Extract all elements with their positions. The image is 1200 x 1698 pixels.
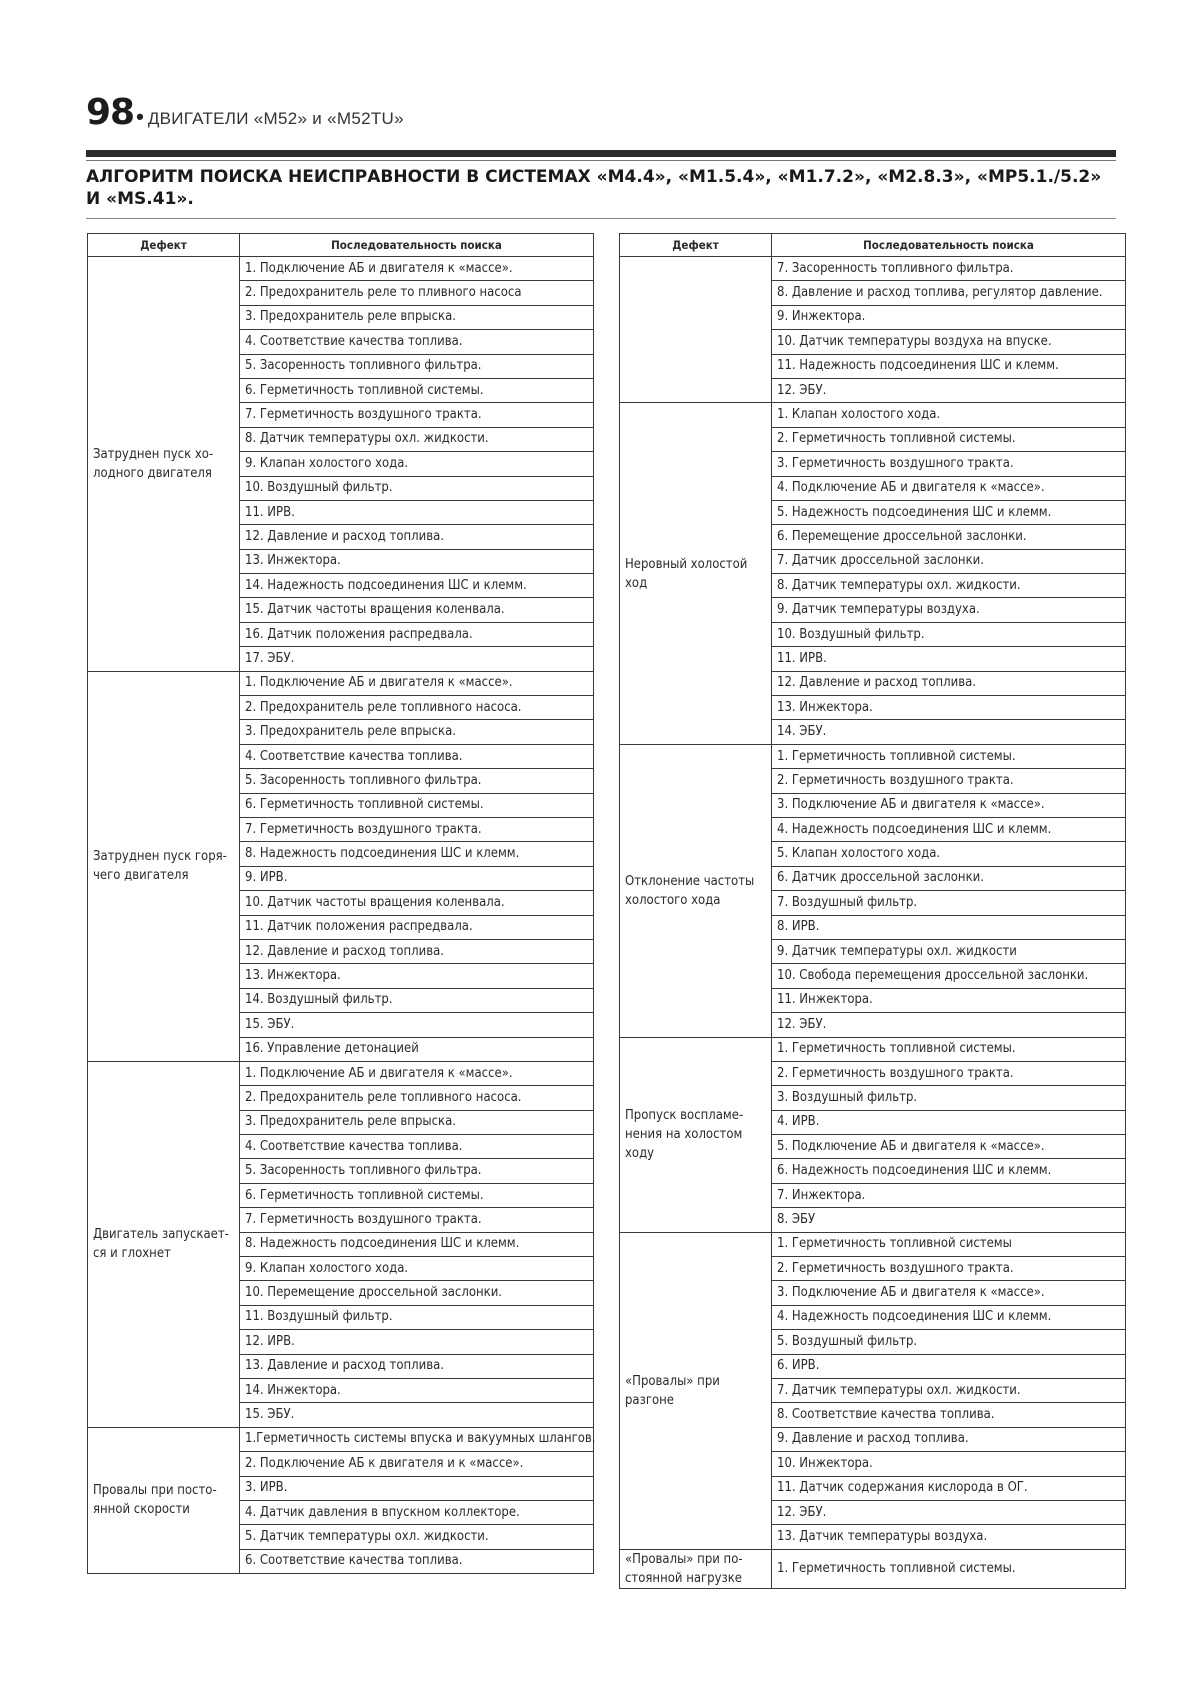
step-cell: 10. Датчик температуры воздуха на впуске. bbox=[772, 330, 1126, 354]
defect-cell: Отклонение частоты холостого хода bbox=[620, 744, 772, 1037]
step-cell: 2. Предохранитель реле топливного насоса. bbox=[240, 1086, 594, 1110]
step-cell: 9. Датчик температуры охл. жидкости bbox=[772, 939, 1126, 963]
step-cell: 1. Подключение АБ и двигателя к «массе». bbox=[240, 671, 594, 695]
step-cell: 10. Перемещение дроссельной заслонки. bbox=[240, 1281, 594, 1305]
step-cell: 7. Инжектора. bbox=[772, 1183, 1126, 1207]
step-cell: 5. Засоренность топливного фильтра. bbox=[240, 1159, 594, 1183]
step-cell: 5. Воздушный фильтр. bbox=[772, 1330, 1126, 1354]
step-cell: 5. Засоренность топливного фильтра. bbox=[240, 354, 594, 378]
step-cell: 4. Подключение АБ и двигателя к «массе». bbox=[772, 476, 1126, 500]
step-cell: 12. ЭБУ. bbox=[772, 1500, 1126, 1524]
column-header-sequence: Последовательность поиска bbox=[240, 234, 594, 257]
step-cell: 4. Соответствие качества топлива. bbox=[240, 330, 594, 354]
step-cell: 3. Предохранитель реле впрыска. bbox=[240, 720, 594, 744]
step-cell: 15. ЭБУ. bbox=[240, 1013, 594, 1037]
step-cell: 6. Надежность подсоединения ШС и клемм. bbox=[772, 1159, 1126, 1183]
defect-cell: Затруднен пуск хо-лодного двигателя bbox=[88, 257, 240, 672]
step-cell: 2. Герметичность воздушного тракта. bbox=[772, 1257, 1126, 1281]
table-row bbox=[620, 744, 1126, 768]
step-cell: 10. Воздушный фильтр. bbox=[240, 476, 594, 500]
step-cell: 8. Надежность подсоединения ШС и клемм. bbox=[240, 842, 594, 866]
step-cell: 9. Клапан холостого хода. bbox=[240, 452, 594, 476]
step-cell: 14. ЭБУ. bbox=[772, 720, 1126, 744]
step-cell: 3. Воздушный фильтр. bbox=[772, 1086, 1126, 1110]
step-cell: 2. Подключение АБ к двигателя и к «массе». bbox=[240, 1452, 594, 1476]
step-cell: 8. Датчик температуры охл. жидкости. bbox=[772, 574, 1126, 598]
step-cell: 9. Датчик температуры воздуха. bbox=[772, 598, 1126, 622]
step-cell: 3. Подключение АБ и двигателя к «массе». bbox=[772, 1281, 1126, 1305]
step-cell: 2. Герметичность воздушного тракта. bbox=[772, 1061, 1126, 1085]
step-cell: 7. Датчик дроссельной заслонки. bbox=[772, 549, 1126, 573]
step-cell: 13. Датчик температуры воздуха. bbox=[772, 1525, 1126, 1549]
page-header bbox=[86, 92, 1116, 133]
step-cell: 13. Инжектора. bbox=[772, 696, 1126, 720]
step-cell: 8. Надежность подсоединения ШС и клемм. bbox=[240, 1232, 594, 1256]
step-cell: 4. Надежность подсоединения ШС и клемм. bbox=[772, 1305, 1126, 1329]
left-fault-table bbox=[87, 233, 594, 1574]
step-cell: 4. Соответствие качества топлива. bbox=[240, 744, 594, 768]
table-row bbox=[88, 671, 594, 695]
step-cell: 11. ИРВ. bbox=[772, 647, 1126, 671]
right-fault-table bbox=[619, 233, 1126, 1589]
defect-cell: Пропуск воспламе-нения на холостом ходу bbox=[620, 1037, 772, 1232]
step-cell: 3. Герметичность воздушного тракта. bbox=[772, 452, 1126, 476]
page-number: 98 bbox=[86, 92, 135, 133]
step-cell: 3. Предохранитель реле впрыска. bbox=[240, 305, 594, 329]
step-cell: 10. Воздушный фильтр. bbox=[772, 622, 1126, 646]
step-cell: 3. Предохранитель реле впрыска. bbox=[240, 1110, 594, 1134]
table-header-row bbox=[620, 234, 1126, 257]
step-cell: 6. Герметичность топливной системы. bbox=[240, 1183, 594, 1207]
step-cell: 15. Датчик частоты вращения коленвала. bbox=[240, 598, 594, 622]
step-cell: 12. ЭБУ. bbox=[772, 378, 1126, 402]
step-cell: 13. Инжектора. bbox=[240, 964, 594, 988]
step-cell: 11. Воздушный фильтр. bbox=[240, 1305, 594, 1329]
step-cell: 2. Предохранитель реле топливного насоса. bbox=[240, 696, 594, 720]
step-cell: 12. Давление и расход топлива. bbox=[240, 939, 594, 963]
step-cell: 8. Давление и расход топлива, регулятор давление. bbox=[772, 281, 1126, 305]
header-rule-thin bbox=[86, 160, 1116, 161]
table-row bbox=[620, 1037, 1126, 1061]
page-number-bullet: • bbox=[136, 104, 144, 129]
column-header-defect: Дефект bbox=[620, 234, 772, 257]
step-cell: 4. Датчик давления в впускном коллекторе. bbox=[240, 1500, 594, 1524]
step-cell: 11. ИРВ. bbox=[240, 500, 594, 524]
step-cell: 8. ИРВ. bbox=[772, 915, 1126, 939]
step-cell: 13. Давление и расход топлива. bbox=[240, 1354, 594, 1378]
step-cell: 1. Подключение АБ и двигателя к «массе». bbox=[240, 257, 594, 281]
running-title: ДВИГАТЕЛИ «М52» и «М52TU» bbox=[147, 109, 404, 128]
table-row bbox=[620, 403, 1126, 427]
title-rule bbox=[86, 218, 1116, 219]
step-cell: 13. Инжектора. bbox=[240, 549, 594, 573]
step-cell: 1. Герметичность топливной системы. bbox=[772, 1549, 1126, 1588]
step-cell: 1. Клапан холостого хода. bbox=[772, 403, 1126, 427]
step-cell: 3. Подключение АБ и двигателя к «массе». bbox=[772, 793, 1126, 817]
step-cell: 14. Инжектора. bbox=[240, 1378, 594, 1402]
step-cell: 6. Герметичность топливной системы. bbox=[240, 378, 594, 402]
step-cell: 14. Воздушный фильтр. bbox=[240, 988, 594, 1012]
step-cell: 14. Надежность подсоединения ШС и клемм. bbox=[240, 574, 594, 598]
step-cell: 11. Датчик содержания кислорода в ОГ. bbox=[772, 1476, 1126, 1500]
table-row bbox=[88, 1061, 594, 1085]
step-cell: 5. Засоренность топливного фильтра. bbox=[240, 769, 594, 793]
step-cell: 11. Инжектора. bbox=[772, 988, 1126, 1012]
defect-cell: «Провалы» при по-стоянной нагрузке bbox=[620, 1549, 772, 1588]
step-cell: 10. Свобода перемещения дроссельной заслонки. bbox=[772, 964, 1126, 988]
step-cell: 6. ИРВ. bbox=[772, 1354, 1126, 1378]
step-cell: 1.Герметичность системы впуска и вакуумных шлангов. bbox=[240, 1427, 594, 1451]
step-cell: 1. Подключение АБ и двигателя к «массе». bbox=[240, 1061, 594, 1085]
step-cell: 10. Датчик частоты вращения коленвала. bbox=[240, 891, 594, 915]
step-cell: 11. Надежность подсоединения ШС и клемм. bbox=[772, 354, 1126, 378]
step-cell: 3. ИРВ. bbox=[240, 1476, 594, 1500]
section-title: АЛГОРИТМ ПОИСКА НЕИСПРАВНОСТИ В СИСТЕМАХ «M4.4», «M1.5.4», «M1.7.2», «M2.8.3», «MP5.1./5.2» И «MS.41». bbox=[86, 167, 1102, 209]
step-cell: 2. Герметичность топливной системы. bbox=[772, 427, 1126, 451]
column-header-sequence: Последовательность поиска bbox=[772, 234, 1126, 257]
step-cell: 6. Герметичность топливной системы. bbox=[240, 793, 594, 817]
step-cell: 4. Соответствие качества топлива. bbox=[240, 1135, 594, 1159]
step-cell: 4. Надежность подсоединения ШС и клемм. bbox=[772, 817, 1126, 841]
table-header-row bbox=[88, 234, 594, 257]
table-row bbox=[88, 1427, 594, 1451]
defect-cell: Затруднен пуск горя-чего двигателя bbox=[88, 671, 240, 1061]
step-cell: 9. Давление и расход топлива. bbox=[772, 1427, 1126, 1451]
step-cell: 1. Герметичность топливной системы. bbox=[772, 744, 1126, 768]
table-row bbox=[620, 1232, 1126, 1256]
step-cell: 1. Герметичность топливной системы bbox=[772, 1232, 1126, 1256]
step-cell: 4. ИРВ. bbox=[772, 1110, 1126, 1134]
step-cell: 8. Соответствие качества топлива. bbox=[772, 1403, 1126, 1427]
defect-cell: Двигатель запускает-ся и глохнет bbox=[88, 1061, 240, 1427]
defect-cell bbox=[620, 257, 772, 403]
step-cell: 17. ЭБУ. bbox=[240, 647, 594, 671]
step-cell: 16. Датчик положения распредвала. bbox=[240, 622, 594, 646]
step-cell: 8. ЭБУ bbox=[772, 1208, 1126, 1232]
step-cell: 7. Герметичность воздушного тракта. bbox=[240, 1208, 594, 1232]
defect-cell: Неровный холостой ход bbox=[620, 403, 772, 744]
step-cell: 6. Соответствие качества топлива. bbox=[240, 1549, 594, 1573]
defect-cell: Провалы при посто-янной скорости bbox=[88, 1427, 240, 1573]
step-cell: 5. Клапан холостого хода. bbox=[772, 842, 1126, 866]
step-cell: 1. Герметичность топливной системы. bbox=[772, 1037, 1126, 1061]
table-row bbox=[620, 257, 1126, 281]
step-cell: 16. Управление детонацией bbox=[240, 1037, 594, 1061]
step-cell: 5. Надежность подсоединения ШС и клемм. bbox=[772, 500, 1126, 524]
step-cell: 12. ИРВ. bbox=[240, 1330, 594, 1354]
table-row bbox=[88, 257, 594, 281]
step-cell: 8. Датчик температуры охл. жидкости. bbox=[240, 427, 594, 451]
table-row bbox=[620, 1549, 1126, 1588]
step-cell: 10. Инжектора. bbox=[772, 1452, 1126, 1476]
step-cell: 6. Датчик дроссельной заслонки. bbox=[772, 866, 1126, 890]
defect-cell: «Провалы» при разгоне bbox=[620, 1232, 772, 1549]
step-cell: 2. Предохранитель реле то пливного насоса bbox=[240, 281, 594, 305]
step-cell: 5. Датчик температуры охл. жидкости. bbox=[240, 1525, 594, 1549]
step-cell: 12. ЭБУ. bbox=[772, 1013, 1126, 1037]
step-cell: 7. Герметичность воздушного тракта. bbox=[240, 403, 594, 427]
step-cell: 12. Давление и расход топлива. bbox=[240, 525, 594, 549]
step-cell: 15. ЭБУ. bbox=[240, 1403, 594, 1427]
step-cell: 7. Воздушный фильтр. bbox=[772, 891, 1126, 915]
step-cell: 7. Датчик температуры охл. жидкости. bbox=[772, 1378, 1126, 1402]
step-cell: 6. Перемещение дроссельной заслонки. bbox=[772, 525, 1126, 549]
step-cell: 2. Герметичность воздушного тракта. bbox=[772, 769, 1126, 793]
step-cell: 9. Клапан холостого хода. bbox=[240, 1257, 594, 1281]
step-cell: 7. Засоренность топливного фильтра. bbox=[772, 257, 1126, 281]
step-cell: 9. Инжектора. bbox=[772, 305, 1126, 329]
header-rule bbox=[86, 150, 1116, 157]
step-cell: 7. Герметичность воздушного тракта. bbox=[240, 817, 594, 841]
step-cell: 9. ИРВ. bbox=[240, 866, 594, 890]
step-cell: 5. Подключение АБ и двигателя к «массе». bbox=[772, 1135, 1126, 1159]
step-cell: 11. Датчик положения распредвала. bbox=[240, 915, 594, 939]
column-header-defect: Дефект bbox=[88, 234, 240, 257]
step-cell: 12. Давление и расход топлива. bbox=[772, 671, 1126, 695]
